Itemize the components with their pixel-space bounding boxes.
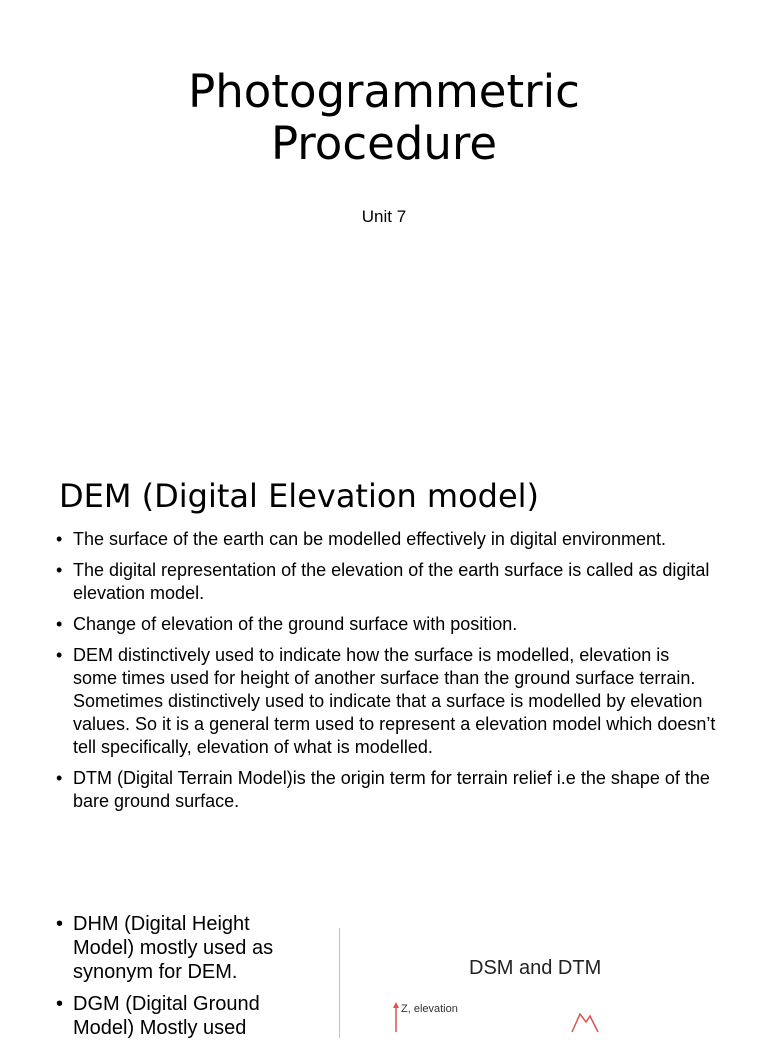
dhm-slide bbox=[0, 864, 768, 1039]
bullet-marker: • bbox=[56, 768, 63, 788]
terrain-peak-outline bbox=[572, 1014, 598, 1032]
bullet-marker: • bbox=[56, 645, 63, 665]
list-item bbox=[56, 644, 716, 759]
bullet-text: DHM (Digital Height Model) mostly used as synonym for DEM. bbox=[73, 913, 274, 983]
axis-label: Z, elevation bbox=[401, 1003, 458, 1015]
title-line-1: Photogrammetric bbox=[188, 65, 580, 118]
bullet-list bbox=[56, 912, 306, 1048]
bullet-marker: • bbox=[56, 993, 64, 1015]
list-item bbox=[56, 528, 716, 551]
bullet-list bbox=[56, 528, 716, 821]
figure-title: DSM and DTM bbox=[469, 957, 602, 979]
bullet-marker: • bbox=[56, 529, 63, 549]
list-item bbox=[56, 613, 716, 636]
bullet-text: DTM (Digital Terrain Model)is the origin term for terrain relief i.e the shape of the bare ground surface. bbox=[73, 768, 710, 811]
presentation-subtitle: Unit 7 bbox=[361, 207, 407, 226]
list-item bbox=[56, 559, 716, 605]
bullet-text: The digital representation of the elevation of the earth surface is called as digital elevation model. bbox=[73, 560, 710, 603]
bullet-marker: • bbox=[56, 560, 63, 580]
bullet-text: DEM distinctively used to indicate how the surface is modelled, elevation is some times used for height of another surface than the ground surface terrain. Sometimes distinctively used to indicate that a surface is modelled by elevation values. So it is a general term used to represent a elevation model which doesn’t tell specifically, elevation of what is modelled. bbox=[73, 645, 716, 757]
slide-title: DEM (Digital Elevation model) bbox=[59, 477, 540, 515]
title-line-2: Procedure bbox=[270, 117, 498, 170]
list-item bbox=[56, 767, 716, 813]
bullet-text: The surface of the earth can be modelled effectively in digital environment. bbox=[73, 529, 667, 549]
bullet-text: Change of elevation of the ground surface with position. bbox=[73, 614, 518, 634]
list-item bbox=[56, 992, 306, 1040]
column-divider bbox=[339, 928, 340, 1038]
bullet-marker: • bbox=[56, 614, 63, 634]
bullet-marker: • bbox=[56, 913, 64, 935]
presentation-title bbox=[0, 66, 768, 170]
list-item bbox=[56, 912, 306, 984]
bullet-text: DGM (Digital Ground Model) Mostly used bbox=[73, 993, 260, 1039]
dem-slide bbox=[0, 432, 768, 864]
z-axis-arrowhead bbox=[393, 1002, 399, 1008]
title-slide bbox=[0, 0, 768, 432]
